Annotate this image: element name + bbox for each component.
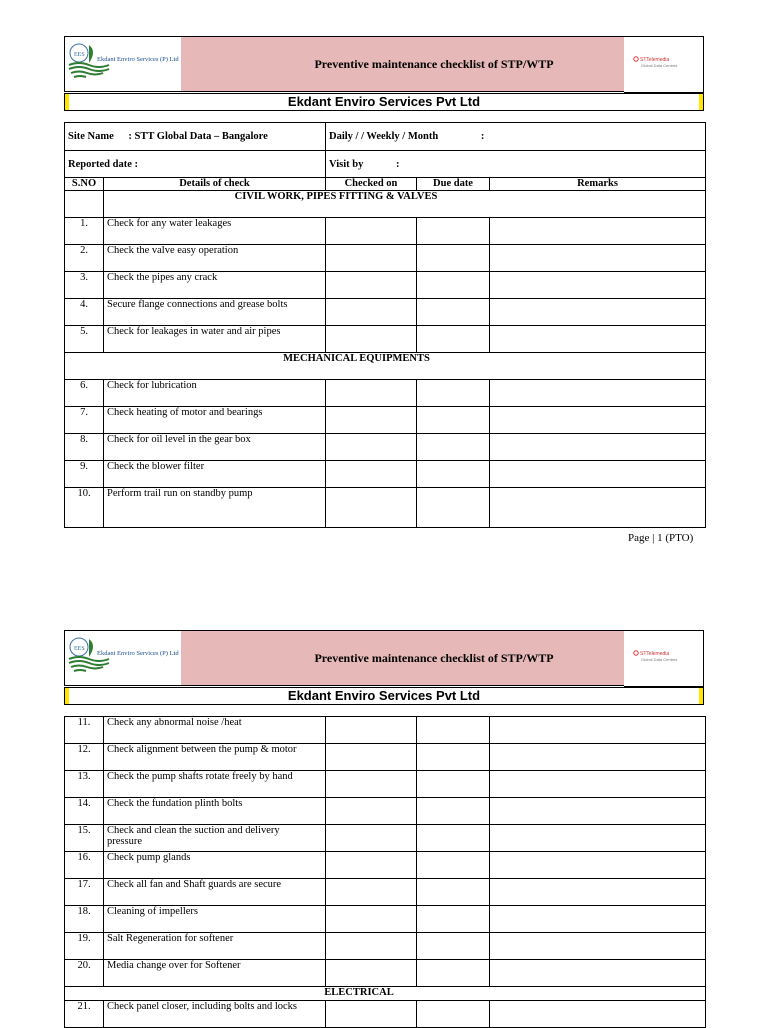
checked-on-cell[interactable] (326, 245, 417, 272)
logo-text: Ekdant Enviro Services (P) Ltd (97, 650, 179, 657)
checked-on-cell[interactable] (326, 326, 417, 353)
due-date-cell[interactable] (417, 326, 490, 353)
due-date-cell[interactable] (417, 825, 490, 852)
check-detail: Check pump glands (104, 852, 326, 879)
section-row (65, 987, 706, 1001)
check-detail: Check for oil level in the gear box (104, 434, 326, 461)
col-details: Details of check (104, 178, 326, 191)
due-date-cell[interactable] (417, 272, 490, 299)
check-detail: Check and clean the suction and delivery pressure (104, 825, 326, 852)
partner-logo-line1: STTelemedia (640, 57, 670, 63)
check-detail: Salt Regeneration for softener (104, 933, 326, 960)
table-row: 19. Salt Regeneration for softener (65, 933, 706, 960)
checked-on-cell[interactable] (326, 407, 417, 434)
table-row: 14. Check the fundation plinth bolts (65, 798, 706, 825)
logo-text: Ekdant Enviro Services (P) Ltd (97, 56, 179, 63)
section-row (65, 191, 706, 218)
due-date-cell[interactable] (417, 960, 490, 987)
table-row: 8. Check for oil level in the gear box (65, 434, 706, 461)
due-date-cell[interactable] (417, 488, 490, 528)
partner-logo-line2: Global Data Centres (641, 63, 678, 68)
company-bar (64, 93, 704, 111)
remarks-cell[interactable] (490, 461, 706, 488)
table-row: 17. Check all fan and Shaft guards are secure (65, 879, 706, 906)
company-name: Ekdant Enviro Services Pvt Ltd (287, 94, 481, 109)
checked-on-cell[interactable] (326, 933, 417, 960)
remarks-cell[interactable] (490, 1001, 706, 1028)
remarks-cell[interactable] (490, 299, 706, 326)
due-date-cell[interactable] (417, 299, 490, 326)
due-date-cell[interactable] (417, 245, 490, 272)
section-mechanical: MECHANICAL EQUIPMENTS (65, 353, 706, 380)
table-row: 5. Check for leakages in water and air pipes (65, 326, 706, 353)
remarks-cell[interactable] (490, 744, 706, 771)
due-date-cell[interactable] (417, 933, 490, 960)
checked-on-cell[interactable] (326, 488, 417, 528)
table-row: 3. Check the pipes any crack (65, 272, 706, 299)
table-row: 1. Check for any water leakages (65, 218, 706, 245)
page-title: Preventive maintenance checklist of STP/WTP (181, 37, 687, 91)
remarks-cell[interactable] (490, 218, 706, 245)
remarks-cell[interactable] (490, 879, 706, 906)
company-logo (65, 37, 182, 91)
check-detail: Media change over for Softener (104, 960, 326, 987)
table-row: 7. Check heating of motor and bearings (65, 407, 706, 434)
checked-on-cell[interactable] (326, 461, 417, 488)
visit-by-colon: : (395, 158, 400, 170)
checked-on-cell[interactable] (326, 852, 417, 879)
col-checked-on: Checked on (326, 178, 417, 191)
site-name-value: : STT Global Data – Bangalore (128, 131, 268, 142)
checked-on-cell[interactable] (326, 798, 417, 825)
frequency-colon: : (480, 131, 485, 142)
table-row: 18. Cleaning of impellers (65, 906, 706, 933)
table-row: 6. Check for lubrication (65, 380, 706, 407)
checked-on-cell[interactable] (326, 717, 417, 744)
table-row: 16. Check pump glands (65, 852, 706, 879)
due-date-cell[interactable] (417, 852, 490, 879)
check-detail: Check the pump shafts rotate freely by hand (104, 771, 326, 798)
col-due-date: Due date (417, 178, 490, 191)
due-date-cell[interactable] (417, 798, 490, 825)
check-detail: Check for lubrication (104, 380, 326, 407)
reported-date-label: Reported date : (65, 151, 326, 178)
table-row: 21. Check panel closer, including bolts and locks (65, 1001, 706, 1028)
check-detail: Check heating of motor and bearings (104, 407, 326, 434)
column-header-row (65, 178, 706, 191)
check-detail: Check alignment between the pump & motor (104, 744, 326, 771)
table-row: 13. Check the pump shafts rotate freely by hand (65, 771, 706, 798)
due-date-cell[interactable] (417, 434, 490, 461)
checked-on-cell[interactable] (326, 380, 417, 407)
checked-on-cell[interactable] (326, 906, 417, 933)
check-detail: Perform trail run on standby pump (104, 488, 326, 528)
due-date-cell[interactable] (417, 879, 490, 906)
check-detail: Check for leakages in water and air pipes (104, 326, 326, 353)
check-detail: Check any abnormal noise /heat (104, 717, 326, 744)
partner-logo (624, 37, 703, 92)
remarks-cell[interactable] (490, 488, 706, 528)
checked-on-cell[interactable] (326, 825, 417, 852)
section-row (65, 353, 706, 380)
remarks-cell[interactable] (490, 798, 706, 825)
partner-logo (624, 631, 703, 686)
remarks-cell[interactable] (490, 326, 706, 353)
section-civil: CIVIL WORK, PIPES FITTING & VALVES (104, 191, 706, 218)
page2-header (64, 630, 704, 686)
checklist-table-page1 (64, 122, 706, 528)
site-name-label: Site Name (68, 131, 114, 142)
checked-on-cell[interactable] (326, 771, 417, 798)
remarks-cell[interactable] (490, 717, 706, 744)
checked-on-cell[interactable] (326, 879, 417, 906)
remarks-cell[interactable] (490, 380, 706, 407)
checked-on-cell[interactable] (326, 744, 417, 771)
check-detail: Check the valve easy operation (104, 245, 326, 272)
remarks-cell[interactable] (490, 771, 706, 798)
due-date-cell[interactable] (417, 906, 490, 933)
due-date-cell[interactable] (417, 1001, 490, 1028)
partner-logo-line2: Global Data Centres (641, 657, 678, 662)
remarks-cell[interactable] (490, 906, 706, 933)
checklist-table-page2 (64, 716, 706, 1028)
company-name: Ekdant Enviro Services Pvt Ltd (287, 688, 481, 703)
partner-logo-box (624, 630, 704, 687)
table-row: 10. Perform trail run on standby pump (65, 488, 706, 528)
check-detail: Check for any water leakages (104, 218, 326, 245)
check-detail: Check panel closer, including bolts and locks (104, 1001, 326, 1028)
due-date-cell[interactable] (417, 717, 490, 744)
checked-on-cell[interactable] (326, 272, 417, 299)
check-detail: Check the fundation plinth bolts (104, 798, 326, 825)
site-row (65, 123, 706, 151)
remarks-cell[interactable] (490, 434, 706, 461)
section-electrical: ELECTRICAL (65, 987, 706, 1001)
table-row: 12. Check alignment between the pump & motor (65, 744, 706, 771)
due-date-cell[interactable] (417, 218, 490, 245)
partner-logo-box (624, 36, 704, 93)
due-date-cell[interactable] (417, 461, 490, 488)
due-date-cell[interactable] (417, 744, 490, 771)
remarks-cell[interactable] (490, 245, 706, 272)
check-detail: Cleaning of impellers (104, 906, 326, 933)
due-date-cell[interactable] (417, 407, 490, 434)
table-row: 15. Check and clean the suction and delivery pressure (65, 825, 706, 852)
check-detail: Check the blower filter (104, 461, 326, 488)
table-row: 11. Check any abnormal noise /heat (65, 717, 706, 744)
table-row: 2. Check the valve easy operation (65, 245, 706, 272)
check-detail: Secure flange connections and grease bolts (104, 299, 326, 326)
visit-by-label: Visit by (329, 158, 364, 170)
table-row: 4. Secure flange connections and grease bolts (65, 299, 706, 326)
remarks-cell[interactable] (490, 933, 706, 960)
checked-on-cell[interactable] (326, 434, 417, 461)
remarks-cell[interactable] (490, 825, 706, 852)
page-title: Preventive maintenance checklist of STP/WTP (181, 631, 687, 685)
col-remarks: Remarks (490, 178, 706, 191)
checked-on-cell[interactable] (326, 1001, 417, 1028)
remarks-cell[interactable] (490, 960, 706, 987)
page1-header (64, 36, 704, 92)
due-date-cell[interactable] (417, 380, 490, 407)
reported-row (65, 151, 706, 178)
partner-logo-line1: STTelemedia (640, 651, 670, 657)
table-row: 9. Check the blower filter (65, 461, 706, 488)
checked-on-cell[interactable] (326, 218, 417, 245)
check-detail: Check the pipes any crack (104, 272, 326, 299)
frequency-label: Daily / / Weekly / Month (329, 131, 439, 142)
remarks-cell[interactable] (490, 852, 706, 879)
checked-on-cell[interactable] (326, 299, 417, 326)
due-date-cell[interactable] (417, 771, 490, 798)
logo-mark: EES (74, 52, 85, 58)
remarks-cell[interactable] (490, 272, 706, 299)
page-number: Page | 1 (PTO) (628, 532, 694, 544)
remarks-cell[interactable] (490, 407, 706, 434)
check-detail: Check all fan and Shaft guards are secure (104, 879, 326, 906)
checked-on-cell[interactable] (326, 960, 417, 987)
company-logo (65, 631, 182, 685)
company-bar (64, 687, 704, 705)
logo-mark: EES (74, 646, 85, 652)
col-sno: S.NO (65, 178, 104, 191)
table-row: 20. Media change over for Softener (65, 960, 706, 987)
